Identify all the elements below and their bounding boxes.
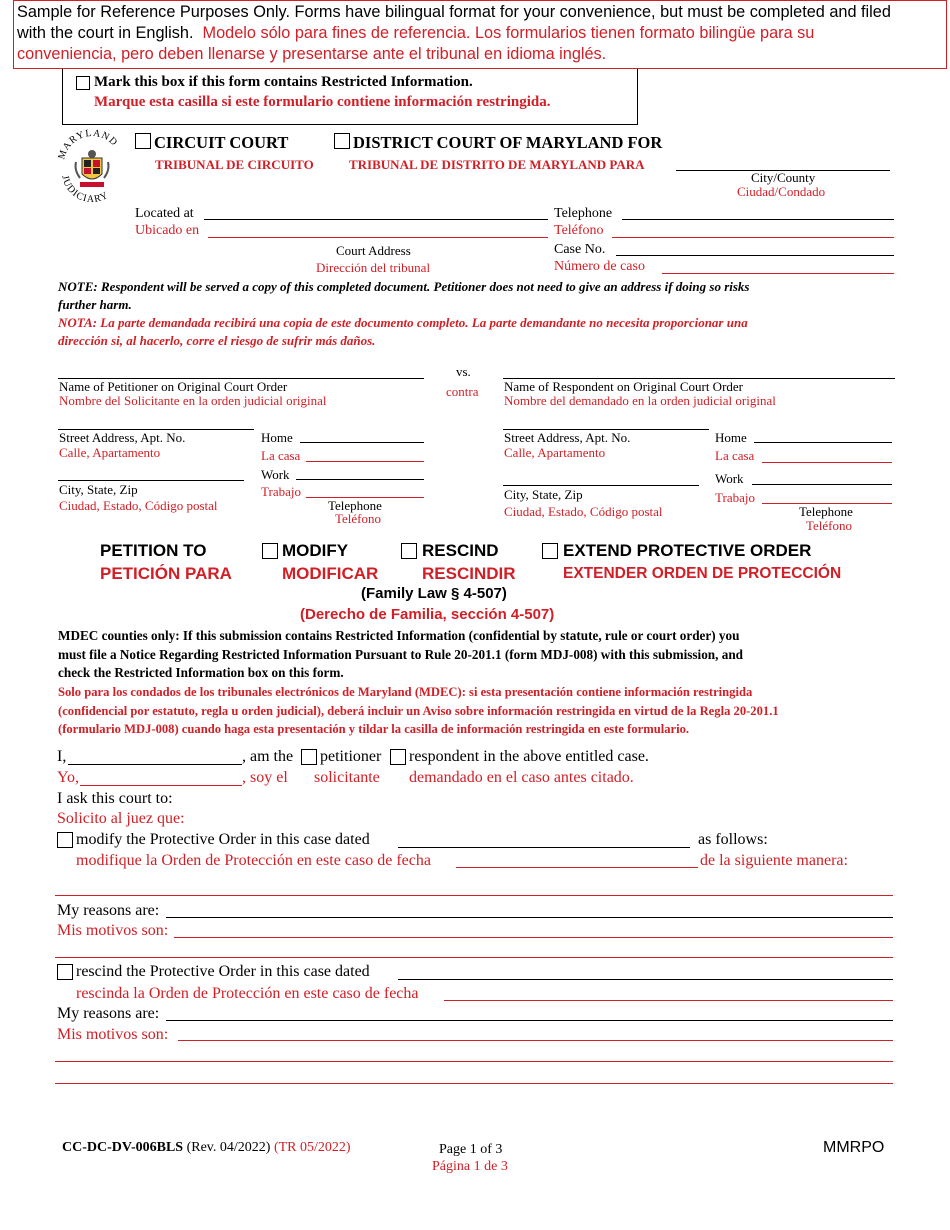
svg-text:MARYLAND (56, 128, 120, 161)
mdec-line-1-es: Solo para los condados de los tribunales electrónicos de Maryland (MDEC): si esta presentación contiene información restringida (58, 685, 753, 699)
rescind-order-checkbox[interactable] (57, 964, 73, 980)
rescind-order-label: rescind the Protective Order in this case dated (76, 963, 370, 980)
mdec-line-2: must file a Notice Regarding Restricted Information Pursuant to Rule 20-201.1 (form MDJ-008) with this submission, and (58, 646, 743, 662)
petition-to-label-es: PETICIÓN PARA (100, 564, 232, 583)
restricted-info-label-es: Marque esta casilla si este formulario contiene información restringida. (94, 94, 551, 110)
court-telephone-field-es[interactable] (612, 237, 894, 238)
court-address-label-es: Dirección del tribunal (316, 260, 431, 275)
case-number-label: Case No. (554, 242, 606, 257)
case-number-field-es[interactable] (662, 273, 894, 274)
vs-label-es: contra (446, 384, 479, 399)
as-follows-label: as follows: (698, 831, 768, 848)
located-at-label-es: Ubicado en (135, 223, 200, 238)
family-law-citation-es: (Derecho de Familia, sección 4-507) (300, 606, 555, 623)
circuit-court-label-es: TRIBUNAL DE CIRCUITO (155, 157, 314, 172)
reasons-label-es: Mis motivos son: (57, 922, 169, 939)
respondent-city-label-es: Ciudad, Estado, Código postal (504, 504, 663, 519)
petitioner-street-label-es: Calle, Apartamento (59, 445, 161, 460)
note-line-2: further harm. (58, 297, 132, 312)
district-court-label: DISTRICT COURT OF MARYLAND FOR (353, 133, 663, 152)
petitioner-street-label: Street Address, Apt. No. (59, 430, 186, 445)
mdec-line-3: check the Restricted Information box on this form. (58, 665, 344, 680)
reasons2-label: My reasons are: (57, 1005, 160, 1022)
located-at-field[interactable] (204, 219, 548, 220)
banner-line-3-es: conveniencia, pero deben llenarse y presentarse ante el tribunal en idioma inglés. (17, 45, 607, 63)
maryland-judiciary-seal (56, 128, 128, 208)
i-label: I, (57, 748, 67, 765)
petitioner-telephone-label: Telephone (328, 498, 382, 513)
ask-court-label: I ask this court to: (57, 790, 173, 807)
petitioner-checkbox[interactable] (301, 749, 317, 765)
court-address-label: Court Address (336, 243, 411, 258)
modify-order-checkbox[interactable] (57, 832, 73, 848)
family-law-citation: (Family Law § 4-507) (361, 585, 507, 602)
form-translation-date: (TR 05/2022) (273, 1140, 351, 1155)
petition-to-label: PETITION TO (100, 541, 207, 560)
ask-court-label-es: Solicito al juez que: (57, 810, 185, 827)
rescind-date-field[interactable] (398, 979, 893, 980)
petitioner-city-field[interactable] (58, 480, 244, 481)
page-number: Page 1 of 3 (439, 1142, 503, 1157)
city-county-label-es: Ciudad/Condado (737, 184, 826, 199)
restricted-info-checkbox[interactable] (76, 76, 90, 90)
modify-checkbox[interactable] (262, 543, 278, 559)
respondent-work-field[interactable] (752, 484, 892, 485)
mdec-line-3-es: (formulario MDJ-008) cuando haga esta presentación y tildar la casilla de información restringida en este formulario. (58, 722, 690, 736)
extend-label-es: EXTENDER ORDEN DE PROTECCIÓN (563, 565, 842, 582)
mdec-line-1: MDEC counties only: If this submission contains Restricted Information (confidential by statute, rule or court order) you (58, 628, 740, 643)
rescind-checkbox[interactable] (401, 543, 417, 559)
respondent-city-field[interactable] (503, 485, 699, 486)
petitioner-home-label-es: La casa (261, 448, 301, 463)
note-line-1: NOTE: Respondent will be served a copy of this completed document. Petitioner does not need to give an address if doing so risks (58, 279, 750, 294)
respondent-city-label: City, State, Zip (504, 487, 583, 502)
petitioner-work-label: Work (261, 467, 290, 482)
banner-line-2-es: Modelo sólo para fines de referencia. Los formularios tienen formato bilingüe para su (202, 24, 815, 42)
district-court-label-es: TRIBUNAL DE DISTRITO DE MARYLAND PARA (349, 157, 645, 172)
respondent-home-label: Home (715, 430, 747, 445)
rescind-date-field-es[interactable] (444, 1000, 893, 1001)
extend-label: EXTEND PROTECTIVE ORDER (563, 541, 812, 560)
reasons2-label-es: Mis motivos son: (57, 1026, 169, 1043)
modify-order-label-es: modifique la Orden de Protección en este caso de fecha (76, 852, 431, 869)
district-court-checkbox[interactable] (334, 133, 350, 149)
note-line-2-es: dirección si, al hacerlo, corre el riesgo de sufrir más daños. (58, 333, 376, 348)
respondent-telephone-label: Telephone (799, 504, 853, 519)
soy-label-es: , soy el (242, 769, 288, 786)
restricted-info-label: Mark this box if this form contains Restricted Information. (94, 74, 473, 90)
circuit-court-checkbox[interactable] (135, 133, 151, 149)
solicitante-label-es: solicitante (314, 769, 380, 786)
rescind-label-es: RESCINDIR (422, 564, 516, 583)
respondent-checkbox[interactable] (390, 749, 406, 765)
petitioner-work-field[interactable] (296, 479, 424, 480)
respondent-work-label: Work (715, 471, 744, 486)
reasons-field-es[interactable] (174, 937, 893, 938)
respondent-home-field[interactable] (754, 442, 892, 443)
vs-label: vs. (456, 364, 471, 379)
respondent-street-label-es: Calle, Apartamento (504, 445, 606, 460)
banner-line-1: Sample for Reference Purposes Only. Forms have bilingual format for your convenience, but must be completed and filed (17, 3, 891, 21)
rescind-label: RESCIND (422, 541, 499, 560)
case-number-label-es: Número de caso (554, 259, 645, 274)
seal-bottom-text: JUDICIARY (59, 174, 111, 206)
petitioner-city-label: City, State, Zip (59, 482, 138, 497)
respondent-street-label: Street Address, Apt. No. (504, 430, 631, 445)
modify-date-field[interactable] (398, 847, 690, 848)
form-code: MMRPO (823, 1139, 885, 1156)
respondent-work-label-es: Trabajo (715, 490, 755, 505)
case-number-field[interactable] (616, 255, 894, 256)
mdec-line-2-es: (confidencial por estatuto, regla u orden judicial), deberá incluir un Aviso sobre información restringida en virtud de la Regla 20-201.1 (58, 703, 779, 718)
rescind-order-label-es: rescinda la Orden de Protección en este caso de fecha (76, 985, 419, 1002)
name-field[interactable] (68, 764, 242, 765)
name-field-es[interactable] (80, 785, 242, 786)
petitioner-work-label-es: Trabajo (261, 484, 301, 499)
modify-label-es: MODIFICAR (282, 564, 379, 583)
reasons2-line-2[interactable] (55, 1061, 893, 1062)
banner-line-2: with the court in English. (17, 24, 194, 42)
petitioner-telephone-label-es: Teléfono (335, 511, 382, 526)
page-number-es: Página 1 de 3 (432, 1159, 508, 1174)
circuit-court-label: CIRCUIT COURT (154, 133, 289, 152)
court-telephone-field[interactable] (622, 219, 894, 220)
reasons2-field-es[interactable] (178, 1040, 893, 1041)
modify-details-line-1[interactable] (55, 895, 893, 896)
court-telephone-label-es: Teléfono (554, 223, 604, 238)
am-the-label: , am the (242, 748, 294, 765)
note-line-1-es: NOTA: La parte demandada recibirá una copia de este documento completo. La parte demandante no necesita proporcionar una (58, 315, 748, 330)
petitioner-home-label: Home (261, 430, 293, 445)
respondent-label: respondent in the above entitled case. (409, 748, 649, 765)
rescind-separator-line (55, 957, 893, 958)
yo-label-es: Yo, (57, 769, 79, 786)
modify-date-field-es[interactable] (456, 867, 698, 868)
demandado-label-es: demandado en el caso antes citado. (409, 769, 634, 786)
as-follows-label-es: de la siguiente manera: (700, 852, 848, 869)
respondent-name-label-es: Nombre del demandado en la orden judicial original (504, 393, 776, 408)
respondent-home-label-es: La casa (715, 448, 755, 463)
seal-top-text: MARYLAND (56, 128, 120, 161)
reasons-label: My reasons are: (57, 902, 160, 919)
petitioner-home-field[interactable] (300, 442, 424, 443)
petitioner-label: petitioner (320, 748, 382, 765)
respondent-telephone-label-es: Teléfono (806, 518, 853, 533)
form-revision: (Rev. 04/2022) (186, 1140, 271, 1155)
respondent-home-field-es[interactable] (762, 462, 892, 463)
located-at-label: Located at (135, 206, 194, 221)
court-telephone-label: Telephone (554, 206, 613, 221)
petitioner-city-label-es: Ciudad, Estado, Código postal (59, 498, 218, 513)
located-at-field-es[interactable] (208, 237, 548, 238)
city-county-label: City/County (751, 170, 816, 185)
reasons-field[interactable] (166, 917, 893, 918)
svg-text:JUDICIARY (59, 174, 110, 205)
petitioner-name-label-es: Nombre del Solicitante en la orden judicial original (59, 393, 327, 408)
reasons2-line-3[interactable] (55, 1083, 893, 1084)
modify-label: MODIFY (282, 541, 349, 560)
modify-order-label: modify the Protective Order in this case dated (76, 831, 370, 848)
petitioner-home-field-es[interactable] (306, 461, 424, 462)
form-number: CC-DC-DV-006BLS (62, 1140, 184, 1155)
respondent-name-label: Name of Respondent on Original Court Order (504, 379, 744, 394)
petitioner-name-label: Name of Petitioner on Original Court Order (59, 379, 288, 394)
seal-shield-icon (76, 150, 109, 187)
extend-checkbox[interactable] (542, 543, 558, 559)
reasons2-field[interactable] (166, 1020, 893, 1021)
